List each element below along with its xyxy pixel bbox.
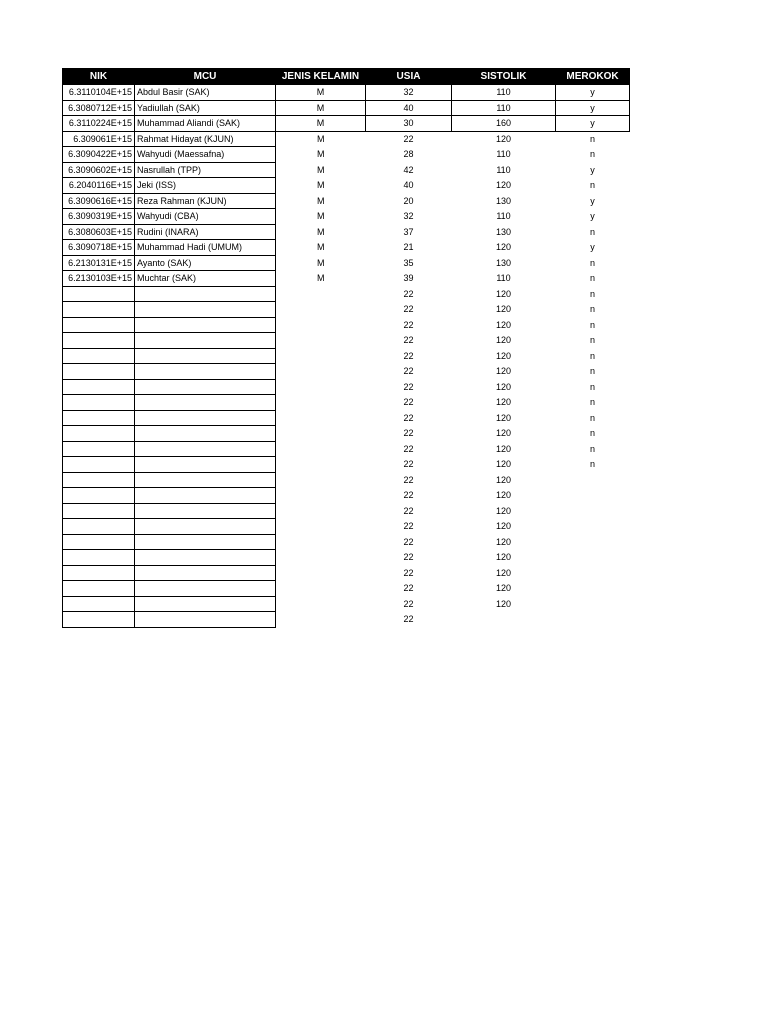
- cell-usia[interactable]: 40: [366, 100, 452, 116]
- cell-mcu[interactable]: [135, 534, 276, 550]
- cell-merokok[interactable]: n: [589, 134, 595, 144]
- table-row: [63, 441, 630, 457]
- cell-nik[interactable]: [63, 519, 135, 535]
- cell-mcu[interactable]: Ayanto (SAK): [135, 255, 276, 271]
- cell-nik[interactable]: 6.3090319E+15: [63, 209, 135, 225]
- header-row: [63, 69, 630, 85]
- cell-merokok[interactable]: n: [589, 304, 595, 315]
- cell-jenis-kelamin[interactable]: [276, 472, 366, 488]
- table-row: [63, 488, 630, 504]
- cell-sistolik[interactable]: 120: [495, 428, 512, 439]
- cell-jenis-kelamin[interactable]: [276, 503, 366, 519]
- cell-sistolik[interactable]: 130: [495, 257, 512, 268]
- cell-jenis-kelamin[interactable]: M: [317, 242, 325, 253]
- cell-nik[interactable]: [63, 488, 135, 504]
- table-row: [63, 162, 630, 178]
- cell-sistolik[interactable]: 120: [495, 242, 512, 253]
- header-merokok[interactable]: MEROKOK: [556, 69, 630, 85]
- cell-merokok[interactable]: n: [589, 366, 595, 377]
- cell-usia[interactable]: 40: [403, 180, 414, 191]
- cell-jenis-kelamin[interactable]: M: [317, 164, 325, 175]
- cell-sistolik[interactable]: 110: [452, 100, 556, 116]
- cell-jenis-kelamin[interactable]: [276, 379, 366, 395]
- table-row: [63, 395, 630, 411]
- cell-sistolik[interactable]: 120: [495, 397, 512, 408]
- cell-usia[interactable]: 22: [403, 567, 414, 578]
- cell-merokok[interactable]: n: [589, 459, 595, 470]
- cell-mcu[interactable]: Rahmat Hidayat (KJUN): [135, 131, 276, 147]
- cell-jenis-kelamin[interactable]: M: [317, 149, 325, 160]
- cell-nik[interactable]: 6.3110104E+15: [63, 85, 135, 101]
- cell-mcu[interactable]: Wahyudi (CBA): [135, 209, 276, 225]
- cell-jenis-kelamin[interactable]: [276, 426, 366, 442]
- cell-mcu[interactable]: [135, 302, 276, 318]
- table-row: [63, 271, 630, 287]
- header-jenis-kelamin[interactable]: JENIS KELAMIN: [276, 69, 366, 85]
- cell-jenis-kelamin[interactable]: [276, 596, 366, 612]
- table-row: [63, 116, 630, 132]
- cell-merokok[interactable]: [556, 612, 630, 628]
- table-row: [63, 302, 630, 318]
- table-row: [63, 147, 630, 163]
- table-row: [63, 333, 630, 349]
- cell-usia[interactable]: 20: [403, 195, 414, 206]
- cell-jenis-kelamin[interactable]: [276, 519, 366, 535]
- cell-nik[interactable]: 6.3090602E+15: [63, 162, 135, 178]
- cell-usia[interactable]: 22: [403, 428, 414, 439]
- cell-merokok[interactable]: [556, 519, 630, 535]
- cell-mcu[interactable]: Yadiullah (SAK): [135, 100, 276, 116]
- cell-mcu[interactable]: [135, 550, 276, 566]
- cell-merokok[interactable]: n: [589, 319, 595, 330]
- cell-mcu[interactable]: [135, 286, 276, 302]
- cell-mcu[interactable]: [135, 410, 276, 426]
- cell-sistolik[interactable]: 110: [452, 85, 556, 101]
- cell-merokok[interactable]: [556, 550, 630, 566]
- table-row: [63, 131, 630, 147]
- table-row: [63, 503, 630, 519]
- cell-nik[interactable]: [63, 317, 135, 333]
- cell-merokok[interactable]: n: [589, 257, 595, 268]
- table-row: [63, 596, 630, 612]
- cell-mcu[interactable]: Muhammad Hadi (UMUM): [135, 240, 276, 256]
- cell-nik[interactable]: [63, 596, 135, 612]
- cell-nik[interactable]: [63, 333, 135, 349]
- cell-mcu[interactable]: [135, 333, 276, 349]
- cell-jenis-kelamin[interactable]: M: [317, 226, 325, 237]
- cell-nik[interactable]: 6.2130103E+15: [63, 271, 135, 287]
- spreadsheet-table: [62, 68, 630, 628]
- cell-merokok[interactable]: n: [589, 288, 595, 299]
- cell-jenis-kelamin[interactable]: M: [276, 85, 366, 101]
- table-row: [63, 581, 630, 597]
- cell-usia[interactable]: 22: [403, 459, 414, 470]
- cell-merokok[interactable]: n: [589, 335, 595, 346]
- cell-mcu[interactable]: [135, 596, 276, 612]
- cell-nik[interactable]: [63, 302, 135, 318]
- cell-merokok[interactable]: [556, 581, 630, 597]
- cell-mcu[interactable]: [135, 519, 276, 535]
- cell-merokok[interactable]: n: [589, 273, 595, 284]
- cell-jenis-kelamin[interactable]: M: [317, 134, 325, 144]
- cell-nik[interactable]: [63, 286, 135, 302]
- cell-usia[interactable]: 22: [403, 397, 414, 408]
- cell-sistolik[interactable]: 120: [495, 350, 512, 361]
- cell-nik[interactable]: [63, 472, 135, 488]
- cell-merokok[interactable]: n: [589, 180, 595, 191]
- table-row: [63, 193, 630, 209]
- cell-usia[interactable]: 22: [403, 366, 414, 377]
- cell-nik[interactable]: [63, 550, 135, 566]
- cell-sistolik[interactable]: 120: [495, 459, 512, 470]
- cell-merokok[interactable]: y: [556, 100, 630, 116]
- table-row: [63, 379, 630, 395]
- table-row: [63, 85, 630, 101]
- cell-mcu[interactable]: Nasrullah (TPP): [135, 162, 276, 178]
- header-mcu[interactable]: MCU: [135, 69, 276, 85]
- cell-nik[interactable]: [63, 441, 135, 457]
- cell-usia[interactable]: 22: [403, 443, 414, 454]
- cell-sistolik[interactable]: 110: [496, 149, 511, 160]
- cell-merokok[interactable]: [556, 596, 630, 612]
- cell-nik[interactable]: 6.3090718E+15: [63, 240, 135, 256]
- cell-mcu[interactable]: [135, 348, 276, 364]
- cell-jenis-kelamin[interactable]: [276, 302, 366, 318]
- cell-usia[interactable]: 35: [403, 257, 414, 268]
- cell-nik[interactable]: [63, 565, 135, 581]
- cell-sistolik[interactable]: 120: [495, 304, 512, 315]
- table-row: [63, 364, 630, 380]
- cell-usia[interactable]: 39: [403, 273, 414, 284]
- cell-jenis-kelamin[interactable]: M: [276, 116, 366, 132]
- cell-nik[interactable]: [63, 410, 135, 426]
- cell-nik[interactable]: 6.2040116E+15: [63, 178, 135, 194]
- header-nik[interactable]: NIK: [63, 69, 135, 85]
- cell-sistolik[interactable]: 130: [495, 195, 512, 206]
- cell-merokok[interactable]: n: [589, 443, 595, 454]
- cell-nik[interactable]: [63, 581, 135, 597]
- cell-sistolik[interactable]: 120: [495, 381, 512, 392]
- table-row: [63, 100, 630, 116]
- cell-sistolik[interactable]: 120: [495, 412, 512, 423]
- cell-usia[interactable]: 22: [403, 598, 414, 609]
- cell-merokok[interactable]: [556, 503, 630, 519]
- cell-mcu[interactable]: Muchtar (SAK): [135, 271, 276, 287]
- cell-sistolik[interactable]: 160: [452, 116, 556, 132]
- cell-usia[interactable]: 22: [403, 490, 414, 501]
- table-row: [63, 519, 630, 535]
- cell-mcu[interactable]: Muhammad Aliandi (SAK): [135, 116, 276, 132]
- cell-merokok[interactable]: n: [589, 149, 595, 160]
- cell-mcu[interactable]: [135, 317, 276, 333]
- cell-jenis-kelamin[interactable]: M: [317, 195, 325, 206]
- cell-nik[interactable]: [63, 379, 135, 395]
- cell-mcu[interactable]: [135, 441, 276, 457]
- cell-usia[interactable]: 21: [403, 242, 414, 253]
- cell-jenis-kelamin[interactable]: [276, 581, 366, 597]
- cell-sistolik[interactable]: 120: [495, 134, 512, 144]
- table-row: [63, 317, 630, 333]
- cell-usia[interactable]: 22: [403, 521, 414, 532]
- cell-jenis-kelamin[interactable]: [276, 565, 366, 581]
- cell-sistolik[interactable]: 110: [496, 211, 511, 222]
- cell-sistolik[interactable]: 120: [495, 335, 512, 346]
- cell-sistolik[interactable]: 120: [495, 552, 512, 563]
- cell-mcu[interactable]: [135, 472, 276, 488]
- cell-mcu[interactable]: [135, 364, 276, 380]
- cell-sistolik[interactable]: 120: [495, 443, 512, 454]
- table-row: [63, 178, 630, 194]
- table-row: [63, 472, 630, 488]
- cell-jenis-kelamin[interactable]: [276, 612, 366, 628]
- cell-mcu[interactable]: Wahyudi (Maessafna): [135, 147, 276, 163]
- cell-mcu[interactable]: [135, 612, 276, 628]
- cell-merokok[interactable]: y: [590, 195, 595, 206]
- cell-nik[interactable]: 6.3110224E+15: [63, 116, 135, 132]
- cell-nik[interactable]: [63, 612, 135, 628]
- cell-sistolik[interactable]: 120: [495, 366, 512, 377]
- cell-nik[interactable]: [63, 534, 135, 550]
- cell-merokok[interactable]: [556, 472, 630, 488]
- cell-jenis-kelamin[interactable]: [276, 550, 366, 566]
- cell-merokok[interactable]: n: [589, 381, 595, 392]
- table-row: [63, 426, 630, 442]
- cell-usia[interactable]: 30: [366, 116, 452, 132]
- cell-usia[interactable]: 28: [403, 149, 414, 160]
- cell-jenis-kelamin[interactable]: [276, 286, 366, 302]
- cell-usia[interactable]: 22: [403, 288, 414, 299]
- table-row: [63, 534, 630, 550]
- cell-merokok[interactable]: y: [590, 211, 595, 222]
- cell-nik[interactable]: [63, 426, 135, 442]
- cell-usia[interactable]: 22: [403, 381, 414, 392]
- table-row: [63, 550, 630, 566]
- cell-nik[interactable]: [63, 457, 135, 473]
- cell-jenis-kelamin[interactable]: [276, 441, 366, 457]
- cell-jenis-kelamin[interactable]: [276, 457, 366, 473]
- cell-mcu[interactable]: [135, 457, 276, 473]
- cell-usia[interactable]: 42: [403, 164, 414, 175]
- cell-jenis-kelamin[interactable]: [276, 348, 366, 364]
- table-row: [63, 240, 630, 256]
- header-sistolik[interactable]: SISTOLIK: [452, 69, 556, 85]
- cell-merokok[interactable]: y: [556, 85, 630, 101]
- cell-sistolik[interactable]: 120: [495, 505, 512, 516]
- cell-sistolik[interactable]: 120: [495, 180, 512, 191]
- cell-jenis-kelamin[interactable]: M: [317, 180, 325, 191]
- cell-merokok[interactable]: [556, 565, 630, 581]
- table-row: [63, 565, 630, 581]
- cell-nik[interactable]: 6.3090422E+15: [63, 147, 135, 163]
- cell-usia[interactable]: 22: [403, 614, 414, 625]
- table-row: [63, 348, 630, 364]
- table-row: [63, 286, 630, 302]
- cell-mcu[interactable]: [135, 581, 276, 597]
- cell-usia[interactable]: 22: [403, 304, 414, 315]
- header-usia[interactable]: USIA: [366, 69, 452, 85]
- cell-mcu[interactable]: [135, 426, 276, 442]
- cell-jenis-kelamin[interactable]: M: [317, 273, 325, 284]
- cell-mcu[interactable]: [135, 395, 276, 411]
- cell-jenis-kelamin[interactable]: [276, 410, 366, 426]
- cell-sistolik[interactable]: [452, 612, 556, 628]
- cell-merokok[interactable]: n: [589, 350, 595, 361]
- cell-nik[interactable]: 6.2130131E+15: [63, 255, 135, 271]
- cell-jenis-kelamin[interactable]: [276, 364, 366, 380]
- cell-jenis-kelamin[interactable]: M: [317, 211, 325, 222]
- cell-sistolik[interactable]: 120: [495, 583, 512, 594]
- cell-mcu[interactable]: [135, 565, 276, 581]
- table-body: [63, 85, 630, 628]
- cell-sistolik[interactable]: 120: [495, 598, 512, 609]
- cell-usia[interactable]: 22: [403, 552, 414, 563]
- table-row: [63, 255, 630, 271]
- cell-usia[interactable]: 22: [403, 474, 414, 485]
- cell-jenis-kelamin[interactable]: M: [276, 100, 366, 116]
- table-row: [63, 612, 630, 628]
- cell-merokok[interactable]: n: [589, 428, 595, 439]
- cell-sistolik[interactable]: 120: [495, 474, 512, 485]
- cell-usia[interactable]: 22: [403, 350, 414, 361]
- table-row: [63, 224, 630, 240]
- cell-mcu[interactable]: Reza Rahman (KJUN): [135, 193, 276, 209]
- table-row: [63, 410, 630, 426]
- cell-sistolik[interactable]: 110: [496, 164, 511, 175]
- cell-nik[interactable]: [63, 395, 135, 411]
- cell-usia[interactable]: 22: [403, 536, 414, 547]
- cell-mcu[interactable]: Rudini (INARA): [135, 224, 276, 240]
- cell-merokok[interactable]: y: [590, 242, 595, 253]
- cell-usia[interactable]: 22: [403, 505, 414, 516]
- cell-merokok[interactable]: n: [589, 412, 595, 423]
- cell-nik[interactable]: 6.3080712E+15: [63, 100, 135, 116]
- cell-merokok[interactable]: [556, 534, 630, 550]
- cell-jenis-kelamin[interactable]: [276, 333, 366, 349]
- cell-merokok[interactable]: n: [589, 226, 595, 237]
- cell-merokok[interactable]: y: [590, 164, 595, 175]
- cell-nik[interactable]: 6.309061E+15: [63, 131, 135, 147]
- cell-nik[interactable]: 6.3090616E+15: [63, 193, 135, 209]
- cell-merokok[interactable]: y: [556, 116, 630, 132]
- cell-usia[interactable]: 32: [366, 85, 452, 101]
- cell-sistolik[interactable]: 130: [495, 226, 512, 237]
- cell-usia[interactable]: 22: [403, 134, 414, 144]
- cell-usia[interactable]: 22: [403, 583, 414, 594]
- cell-usia[interactable]: 22: [403, 319, 414, 330]
- table-row: [63, 209, 630, 225]
- cell-nik[interactable]: [63, 348, 135, 364]
- cell-usia[interactable]: 32: [403, 211, 414, 222]
- cell-sistolik[interactable]: 120: [495, 567, 512, 578]
- cell-sistolik[interactable]: 120: [495, 288, 512, 299]
- cell-sistolik[interactable]: 120: [495, 490, 512, 501]
- table-row: [63, 457, 630, 473]
- cell-merokok[interactable]: [556, 488, 630, 504]
- cell-nik[interactable]: 6.3080603E+15: [63, 224, 135, 240]
- cell-sistolik[interactable]: 120: [495, 536, 512, 547]
- cell-merokok[interactable]: n: [589, 397, 595, 408]
- cell-mcu[interactable]: Abdul Basir (SAK): [135, 85, 276, 101]
- cell-usia[interactable]: 37: [403, 226, 414, 237]
- cell-jenis-kelamin[interactable]: [276, 395, 366, 411]
- cell-mcu[interactable]: Jeki (ISS): [135, 178, 276, 194]
- cell-jenis-kelamin[interactable]: [276, 488, 366, 504]
- cell-sistolik[interactable]: 120: [495, 521, 512, 532]
- cell-jenis-kelamin[interactable]: [276, 317, 366, 333]
- cell-sistolik[interactable]: 120: [495, 319, 512, 330]
- cell-nik[interactable]: [63, 503, 135, 519]
- cell-mcu[interactable]: [135, 488, 276, 504]
- cell-nik[interactable]: [63, 364, 135, 380]
- cell-usia[interactable]: 22: [403, 335, 414, 346]
- cell-mcu[interactable]: [135, 379, 276, 395]
- cell-sistolik[interactable]: 110: [496, 273, 511, 284]
- cell-jenis-kelamin[interactable]: M: [317, 257, 325, 268]
- cell-usia[interactable]: 22: [403, 412, 414, 423]
- cell-mcu[interactable]: [135, 503, 276, 519]
- cell-jenis-kelamin[interactable]: [276, 534, 366, 550]
